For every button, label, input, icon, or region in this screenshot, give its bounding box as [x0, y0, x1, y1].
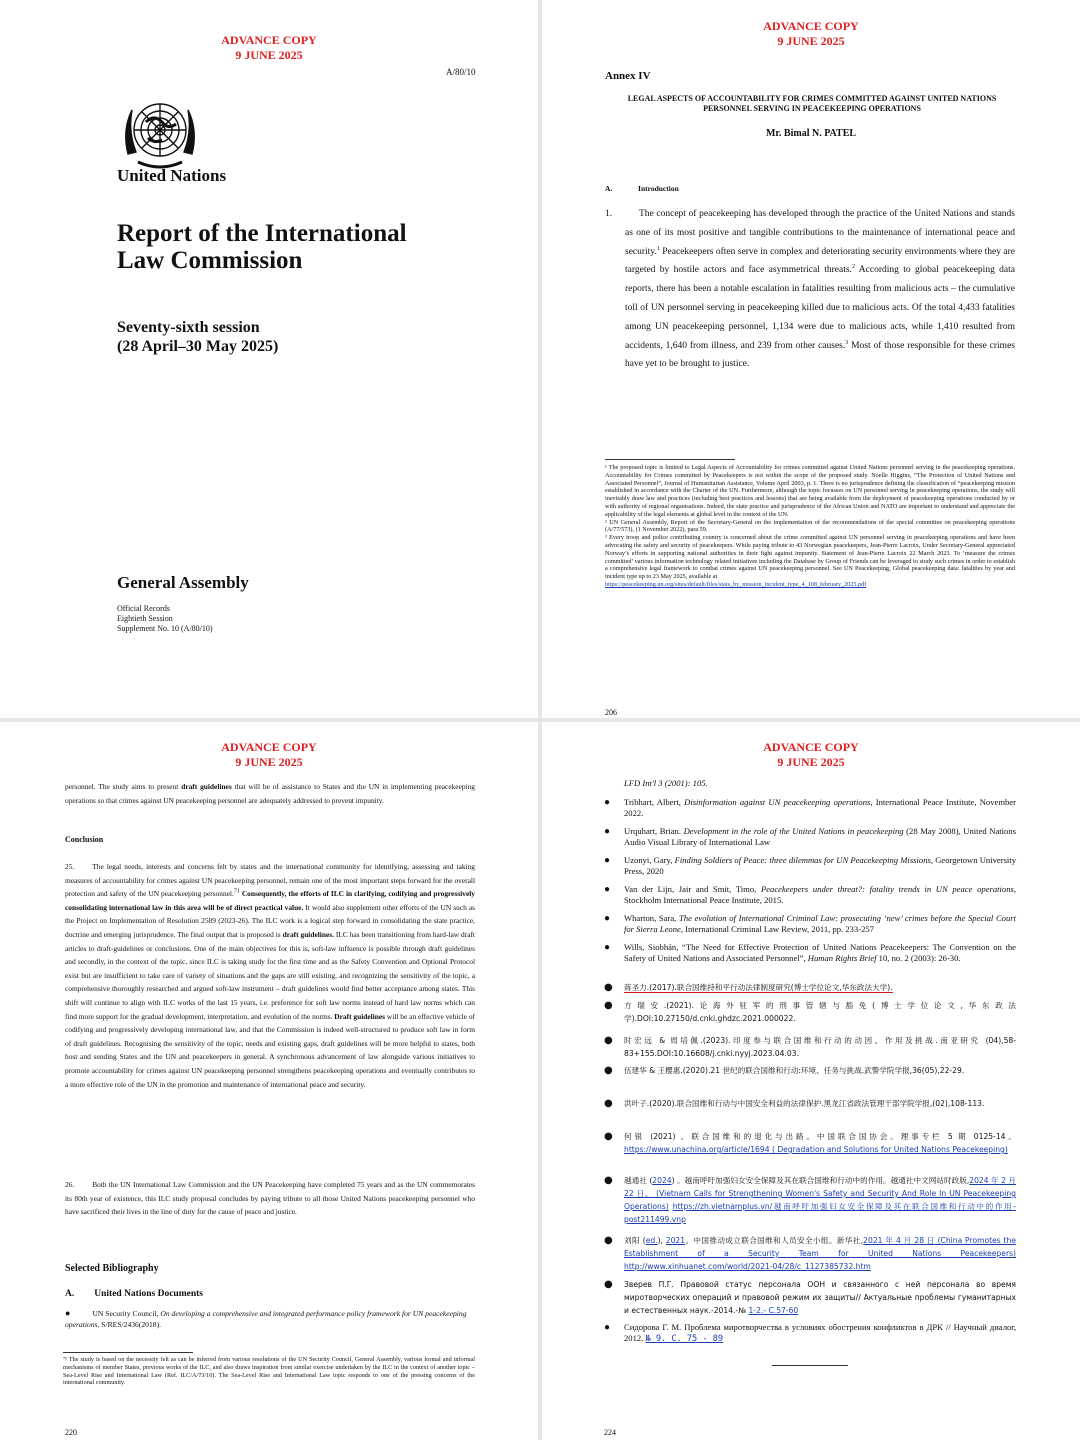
text-run-italic: Finding Soldiers of Peace: three dilemmas for UN Peacekeeping Missions: [674, 855, 931, 865]
bibliography-entry: [604, 855, 1016, 877]
text-run: Wharton, Sara,: [624, 913, 679, 923]
bullet-icon: ●: [604, 1098, 613, 1109]
footnote-divider: [63, 1352, 193, 1353]
general-assembly-heading: General Assembly: [117, 573, 249, 592]
advance-copy-text: ADVANCE COPY: [221, 740, 317, 754]
text-run: ILC has been transitioning from hard-law draft articles to draft-guidelines or conclusions. One of the main objectives for this is, soft-law influence is possible through draft guidelines and secondly, in the context of the topic, since ILC is taking study for the first time and as the Safety Convention and Optional Protocol exist but are insufficient to take care of variety of situations and the gaps are still existing, and recognizing the sensitivity of the topic, a comprehensive thoroughly researched and argued soft-law instrument – draft guidelines would find better acceptance among states. This shift will continue to align with ILC works of the last 15 years, i.e. preference for soft law norms instead of hard law norms which can find more support for the gradual development, interpretation, and evolution of the norms.: [65, 929, 475, 1021]
footnote-ref-71[interactable]: 71: [233, 888, 240, 895]
bullet-icon: ●: [604, 1235, 613, 1246]
text-run: UN Security Council,: [92, 1309, 161, 1318]
paragraph-number: 26.: [65, 1180, 75, 1189]
text-run-italic: The evolution of International Criminal Law: prosecuting ‘new’ crimes before the Special Court for Sierra Leone: [624, 913, 1017, 934]
footnotes: [605, 464, 1015, 589]
annex-heading: LEGAL ASPECTS OF ACCOUNTABILITY FOR CRIMES COMMITTED AGAINST UNITED NATIONS PERSONNEL SERVING IN PEACEKEEPING OPERATIONS: [627, 94, 997, 113]
text-run-bold: draft guidelines: [181, 782, 232, 791]
citation-link-date[interactable]: 2024 年 2 月 22 日: [624, 1176, 1016, 1198]
text-run: Сидорова Г. М. Проблема миротворчества в условиях обострения конфликтов в ДРК // Научный диалог, 2012.: [624, 1322, 1016, 1343]
text-run: 10, no. 2 (2003): 26-30.: [876, 953, 961, 963]
bibliography-entry: [604, 913, 1016, 935]
text-run: ) 。越南呼吁加强妇女安全保障及其在联合国维和行动中的作用。越通社中文网站时政版,: [671, 1176, 970, 1185]
carryover-citation: LFD Int'l 3 (2001): 105.: [624, 778, 708, 788]
text-run: It would also supplement other efforts of the UN such as the Project on Implementation of Resolution 2589 (2023-26). The ILC work is a logical step forward in consolidating the state practice, doctrine and emerging jurisprudence. The final output that is proposed is: [65, 902, 476, 939]
annex-label: Annex IV: [605, 70, 651, 82]
paragraph-text-a: The concept of peacekeeping has developed through the practice of the United Nations and stands as one of its most positive and tangible contributions to the maintenance of international peace and security.: [625, 209, 1015, 257]
section-title: Introduction: [638, 184, 679, 193]
text-run-italic: On developing a comprehensive and integrated performance policy framework for UN peacekeeping operations,: [65, 1309, 467, 1329]
footnote-71: ⁷¹ The study is based on the necessity felt as can be inferred from various resolutions of the UN Security Council, General Assembly, various formal and informal mechanisms of member States, previous works of the ILC, and also draws inspiration from similar exercise undertaken by the ILC in the context of another topic – Sea-Level Rise and International Law (Ref. ILC/A/73/10). The Sea-Level Rise and International Law topic responds to one of the pressing concerns of the international community.: [63, 1356, 475, 1387]
citation-link-title[interactable]: 。 (Vietnam Calls for Strengthening Women's Safety and Security And Role In UN Peacekeeping Operations): [624, 1189, 1016, 1211]
footnote-2: ² UN General Assembly, Report of the Secretary-General on the implementation of the recommendations of the special committee on peacekeeping operations (A/77/573), (1 November 2022), para 59.: [605, 518, 1015, 534]
bibliography-entry-cjk: [604, 1174, 1016, 1226]
text-run-bold: draft guidelines.: [282, 929, 334, 939]
citation-link[interactable]: № 9. С. 75 - 89: [645, 1334, 724, 1344]
text-run: Tribhart, Albert,: [624, 797, 685, 807]
bullet-icon: ●: [604, 942, 611, 953]
bibliography-entry-cjk: [604, 1034, 1016, 1060]
supplement-number: Supplement No. 10 (A/80/10): [117, 624, 213, 633]
bibliography-entry-cjk: [604, 1097, 1016, 1110]
citation-link-year[interactable]: 2024: [652, 1176, 672, 1185]
bullet-icon: ●: [604, 1065, 613, 1076]
text-run: personnel. The study aims to present: [65, 782, 182, 791]
bibliography-entry: [604, 797, 1016, 819]
bullet-icon: ●: [604, 855, 611, 866]
bibliography-entry-cjk: [604, 1234, 1016, 1273]
bullet-icon: ●: [604, 1000, 613, 1011]
bibliography-entry: [604, 942, 1016, 964]
advance-copy-stamp: [0, 740, 538, 770]
text-run: that will be of assistance to States and the UN in implementing peacekeeping operations so that crimes against UN peacekeeping personnel are adequately addressed to prevent impunity.: [65, 782, 475, 805]
page-conclusion: [0, 722, 538, 1440]
bullet-icon: ●: [604, 884, 611, 895]
text-run: (28 May 2008), United Nations Audio Visual Library of International Law: [624, 826, 1016, 847]
session-info: [117, 318, 278, 356]
bullet-icon: ●: [604, 1279, 613, 1290]
un-emblem-icon: [118, 92, 202, 170]
bullet-icon: ●: [604, 982, 613, 993]
highlighted-citation: 蒋圣力.(2017).联合国维持和平行动法律制度研究(博士学位论文,华东政法大学).: [624, 983, 893, 992]
end-divider: [772, 1365, 848, 1366]
paragraph-text-b: Peacekeepers often serve in complex and deteriorating security environments where they are targeted by hostile actors and face asymmetrical threats.: [625, 246, 1015, 276]
advance-copy-date: 9 JUNE 2025: [235, 48, 303, 62]
paragraph-1: [605, 205, 1015, 374]
bibliography-entry: [604, 884, 1016, 906]
citation-link-title[interactable]: (China Promotes the Establishment of a Security Team for United Nations Peacekeepers): [624, 1236, 1016, 1258]
citation-text: 方瑞安.(2021).论海外驻军的刑事管辖与豁免(博士学位论文,华东政法学).DOI:10.27150/d.cnki.ghdzc.2021.000022.: [624, 1001, 1016, 1023]
bullet-icon: ●: [65, 1308, 71, 1318]
footnote-3-link[interactable]: https://peacekeeping.un.org/sites/default/files/stats_by_mission_incident_type_4_108_february_2025.pdf: [605, 580, 867, 588]
document-symbol: A/80/10: [446, 67, 476, 77]
text-run-italic: Peacekeepers under threat?: fatality trends in UN peace operations: [760, 884, 1014, 894]
footnote-ref-1[interactable]: 1: [656, 245, 660, 252]
session-dates: (28 April–30 May 2025): [117, 338, 279, 355]
text-run: Van der Lijn, Jair and Smit, Timo,: [624, 884, 761, 894]
text-run-bold: Draft guidelines: [334, 1011, 386, 1021]
text-run: The legal needs, interests and concerns felt by states and the international community for identifying, assessing and taking measures of accountability for crimes against UN peacekeeping personnel, remain one of the most important steps forward for the overall protection and safety of the UN peacekeeping personnel.: [65, 862, 475, 899]
advance-copy-text: ADVANCE COPY: [221, 33, 317, 47]
bibliography-entry-cjk: [604, 1130, 1016, 1156]
bullet-icon: ●: [604, 1131, 613, 1142]
opening-paragraph: [65, 780, 475, 807]
bullet-icon: ●: [604, 1035, 613, 1046]
session-number: Eightieth Session: [117, 614, 173, 623]
paragraph-text-c: According to global peacekeeping data reports, there has been a notable escalation in fatalities resulting from malicious acts – the cumulative toll of UN personnel serving in peacekeeping killed due to malicious acts. Of the total 4,433 fatalities among UN peacekeeping personnel, 1,134 were due to malicious acts, while 1,410 resulted from accidents, 1,640 from illness, and 239 from other causes.: [625, 265, 1016, 351]
citation-link-year[interactable]: 2021: [665, 1236, 686, 1245]
citation-link[interactable]: 1-2.- С.57-60: [748, 1306, 799, 1315]
bibliography-entry-cjk: [604, 1064, 1016, 1077]
footnote-divider: [605, 459, 735, 460]
bibliography-entry-russian: [604, 1322, 1016, 1345]
footnote-1: ¹ The proposed topic is limited to Legal Aspects of Accountability for crimes committed against United Nations personnel serving in the peacekeeping operations. Accountability for Crimes committed by Peacekeepers is not within the scope of the proposed study. Noelle Higgins, “The Protection of United Nations and Associated Personnel”, Journal of Humanitarian Assistance, Volume April 2003, p. 1. There is no jurisprudence defining the classification of “peacekeeping mission established in accordance with the Charter of the UN. Furthermore, although the topic focusses on UN personnel serving in peacekeeping operations, the study will inevitably draw law and practices (including best practices and lessons) that are being available from the deployment of peacekeeping operations conducted by or with authority of regional organisations. Indeed, the state practice and jurisprudence of the African Union and NATO are important to understand and appreciate the applicability of the legal elements at global level in the context of the UN.: [605, 464, 1015, 518]
text-run: Зверев П.Г. Правовой статус персонала ООН и связанного с ней персонала во время миротворческих операций и правовой режим их защиты// Актуальные проблемы гуманитарных и естественных наук.-2014.-№: [624, 1280, 1016, 1315]
section-heading: [605, 184, 679, 193]
text-run-italic: Disinformation against UN peacekeeping operations: [684, 797, 871, 807]
session-name: Seventy-sixth session: [117, 319, 260, 336]
advance-copy-date: 9 JUNE 2025: [235, 755, 303, 769]
advance-copy-date: 9 JUNE 2025: [777, 755, 845, 769]
subsection-title: United Nations Documents: [94, 1289, 203, 1299]
text-run: ),: [657, 1236, 666, 1245]
text-run: Both the UN International Law Commission and the UN Peacekeeping have completed 75 years and as the UN commemorates its 80th year of existence, this ILC study proposal concludes by paying tribute to all those United Nations peacekeeping personnel who have sacrificed their lives in the line of duty for the cause of peace and justice.: [65, 1180, 475, 1217]
bullet-icon: ●: [604, 913, 611, 924]
text-run: 越通社 (: [624, 1176, 653, 1185]
paragraph-number: 1.: [605, 209, 613, 219]
footnote-3: ³ Every troop and police contributing country is concerned about the crime committed against UN personnel serving in peacekeeping operations and have been advocating the safety and security of peacekeepers. While paying tribute to 43 Norwegian peacekeepers, Jean-Pierre Lacroix, Under Secretary-General appreciated Norway’s efforts in supporting national authorities in their fight against impunity. Statement of Jean-Pierre Lacroix 22 March 2023. To ‘measure the crimes committed’ various information technology related initiatives including the Database by Group of Friends can be leveraged to study such crimes in order to establish a comprehensive legal framework to combat crimes against UN peacekeeping personnel. See UN Peacekeeping, Global peacekeeping data: fatalities by year and incident type up to 23 May 2025, available at: [605, 534, 1015, 581]
advance-copy-stamp: [542, 19, 1080, 49]
text-run: 刘阳 (: [624, 1236, 646, 1245]
page-annex-intro: [542, 0, 1080, 718]
paragraph-26: [65, 1178, 475, 1219]
citation-link-date[interactable]: 2021 年 4 月 28 日: [863, 1236, 935, 1245]
bullet-icon: ●: [604, 797, 611, 808]
citation-text: 时宏远 & 周培佩.(2023).印度参与联合国维和行动的动因、作用及挑战.南亚研究 (04),58-83+155.DOI:10.16608/j.cnki.nyyj.2023.04.03.: [624, 1036, 1016, 1058]
paragraph-text: [625, 205, 1015, 374]
advance-copy-text: ADVANCE COPY: [763, 740, 859, 754]
advance-copy-text: ADVANCE COPY: [763, 19, 859, 33]
bullet-icon: ●: [604, 826, 611, 837]
subsection-letter: A.: [65, 1289, 75, 1299]
text-run-italic: Human Rights Brief: [807, 953, 877, 963]
paragraph-number: 25.: [65, 862, 75, 871]
text-run: will be an effective vehicle of codifying and progressively developing international law, and that the Commission is indeed well-structured to produce soft law in form of draft guidelines. Recognising the sensitivity of the topic, needs and existing gaps, draft guidelines will be more helpful to states, both host and sending States and the UN and peacekeepers in general. A synchronous advancement of law alongside various initiatives to promote accountability for crimes against UN peacekeeping personnel strengthens peacekeeping operations and eventually contributes to a more effective role of the UN in the promotion and maintenance of international peace and security.: [65, 1011, 475, 1089]
bibliography-entry: [604, 826, 1016, 848]
conclusion-heading: Conclusion: [65, 835, 104, 844]
page-number: 206: [605, 708, 617, 717]
subsection-heading: [65, 1289, 203, 1299]
text-run: , Georgetown University Press, 2020: [624, 855, 1016, 876]
citation-link-title[interactable]: ( Degradation and Solutions for United Nations Peacekeeping): [769, 1145, 1008, 1154]
footnote-ref-3[interactable]: 3: [845, 339, 849, 346]
text-run: Uzonyi, Gary,: [624, 855, 675, 865]
citation-link[interactable]: https://zh.vietnamplus.vn/越南呼吁加强妇女安全保障及其在联合国维和行动中的作用-post211499.vnp: [624, 1202, 1016, 1224]
citation-text: 洪叶子.(2020).联合国维和行动与中国安全利益的法律保护.黑龙江省政法管理干部学院学报,(02),108-113.: [624, 1099, 985, 1108]
text-run: 何银 (2021) 。联合国维和的退化与出路。中国联合国协会。理事专栏 5 期 0125-14。: [624, 1132, 1016, 1141]
paragraph-25: [65, 860, 475, 1091]
org-name: United Nations: [117, 166, 227, 185]
advance-copy-date: 9 JUNE 2025: [777, 34, 845, 48]
bibliography-entry-cjk: [604, 999, 1016, 1025]
text-run: Urquhart, Brian.: [624, 826, 684, 836]
bullet-icon: ●: [604, 1322, 611, 1333]
page-number: 220: [65, 1428, 77, 1437]
text-run: S/RES/2436(2018).: [99, 1320, 161, 1329]
text-run: , Stockholm International Peace Institute, 2015.: [624, 884, 1017, 905]
text-run: 。中国推动成立联合国维和人员安全小组。新华社,: [685, 1236, 864, 1245]
citation-text: 伍建华 & 王樱惠.(2020).21 世纪的联合国维和行动:环境、任务与挑战.武警学院学报,36(05),22-29.: [624, 1066, 965, 1075]
bibliography-entry-russian: [604, 1278, 1016, 1317]
citation-link-ed[interactable]: ed.: [645, 1236, 658, 1245]
citation-link[interactable]: http://www.xinhuanet.com/world/2021-04/28/c_1127385732.htm: [624, 1262, 871, 1271]
citation-link[interactable]: https://www.unachina.org/article/1694: [624, 1145, 770, 1154]
official-records-block: [117, 604, 213, 634]
section-letter: A.: [605, 184, 613, 193]
advance-copy-stamp: [0, 33, 538, 63]
text-run-italic: Development in the role of the United Nations in peacekeeping: [683, 826, 904, 836]
selected-bibliography-heading: Selected Bibliography: [65, 1263, 159, 1274]
bibliography-entry-cjk: [604, 981, 1016, 994]
report-title: Report of the International Law Commission: [117, 220, 407, 274]
text-run: Wills, Siobhán, “The Need for Effective Protection of United Nations Peacekeepers: The Convention on the Safety of United Nations and Associated Personnel”,: [624, 942, 1016, 963]
advance-copy-stamp: [542, 740, 1080, 770]
page-cover: [0, 0, 538, 718]
bibliography-entry: [65, 1308, 475, 1330]
page-number: 224: [604, 1428, 616, 1437]
bullet-icon: ●: [604, 1175, 613, 1186]
text-run: , International Peace Institute, November 2022.: [624, 797, 1016, 818]
official-records: Official Records: [117, 604, 170, 613]
author-name: Mr. Bimal N. PATEL: [765, 128, 857, 139]
text-run: , International Criminal Law Review, 2011, pp. 233-257: [680, 924, 874, 934]
text-run-bold: Consequently, the efforts of ILC in clarifying, codifying and progressively consolidating international law in this area will be of direct practical value.: [65, 889, 475, 912]
paragraph-text-d: Most of those responsible for these crimes have yet to be brought to justice.: [625, 340, 1015, 370]
footnote-ref-2[interactable]: 2: [851, 264, 855, 271]
